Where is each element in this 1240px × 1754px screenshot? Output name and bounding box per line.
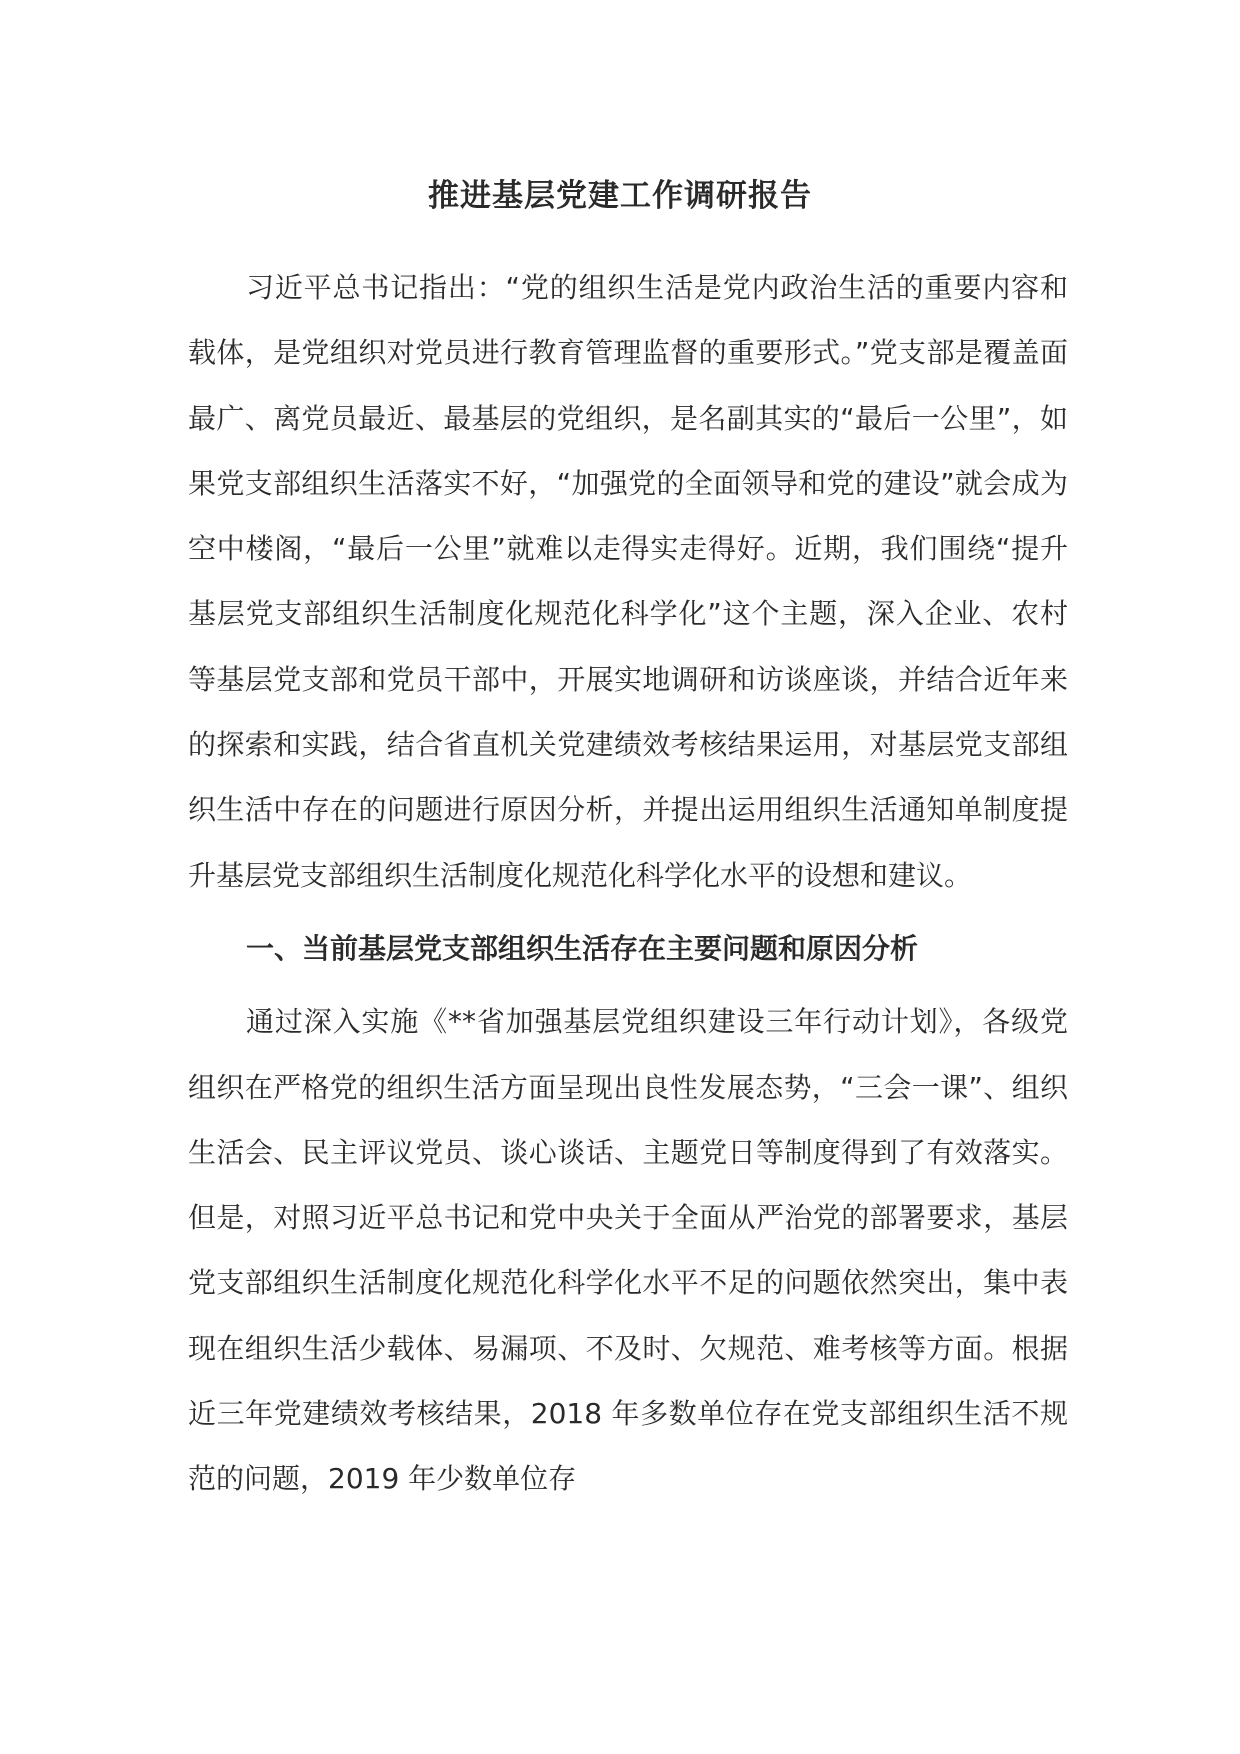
document-title: 推进基层党建工作调研报告: [428, 178, 812, 214]
section-heading: 一、当前基层党支部组织生活存在主要问题和原因分析: [246, 931, 919, 965]
intro-paragraph: 习近平总书记指出：“党的组织生活是党内政治生活的重要内容和载体，是党组织对党员进行教育管理监督的重要形式。”党支部是覆盖面最广、离党员最近、最基层的党组织，是名副其实的“最后一公里”，如果党支部组织生活落实不好，“加强党的全面领导和党的建设”就会成为空中楼阁，“最后一公里”就难以走得实走得好。近期，我们围绕“提升基层党支部组织生活制度化规范化科学化”这个主题，深入企业、农村等基层党支部和党员干部中，开展实地调研和访谈座谈，并结合近年来的探索和实践，结合省直机关党建绩效考核结果运用，对基层党支部组织生活中存在的问题进行原因分析，并提出运用组织生活通知单制度提升基层党支部组织生活制度化规范化科学化水平的设想和建议。: [188, 271, 1068, 892]
section-paragraph: 通过深入实施《**省加强基层党组织建设三年行动计划》，各级党组织在严格党的组织生活方面呈现出良性发展态势，“三会一课”、组织生活会、民主评议党员、谈心谈话、主题党日等制度得到了有效落实。但是，对照习近平总书记和党中央关于全面从严治党的部署要求，基层党支部组织生活制度化规范化科学化水平不足的问题依然突出，集中表现在组织生活少载体、易漏项、不及时、欠规范、难考核等方面。根据近三年党建绩效考核结果，2018 年多数单位存在党支部组织生活不规范的问题，2019 年少数单位存: [188, 1005, 1068, 1496]
document-body: [188, 255, 1068, 1512]
